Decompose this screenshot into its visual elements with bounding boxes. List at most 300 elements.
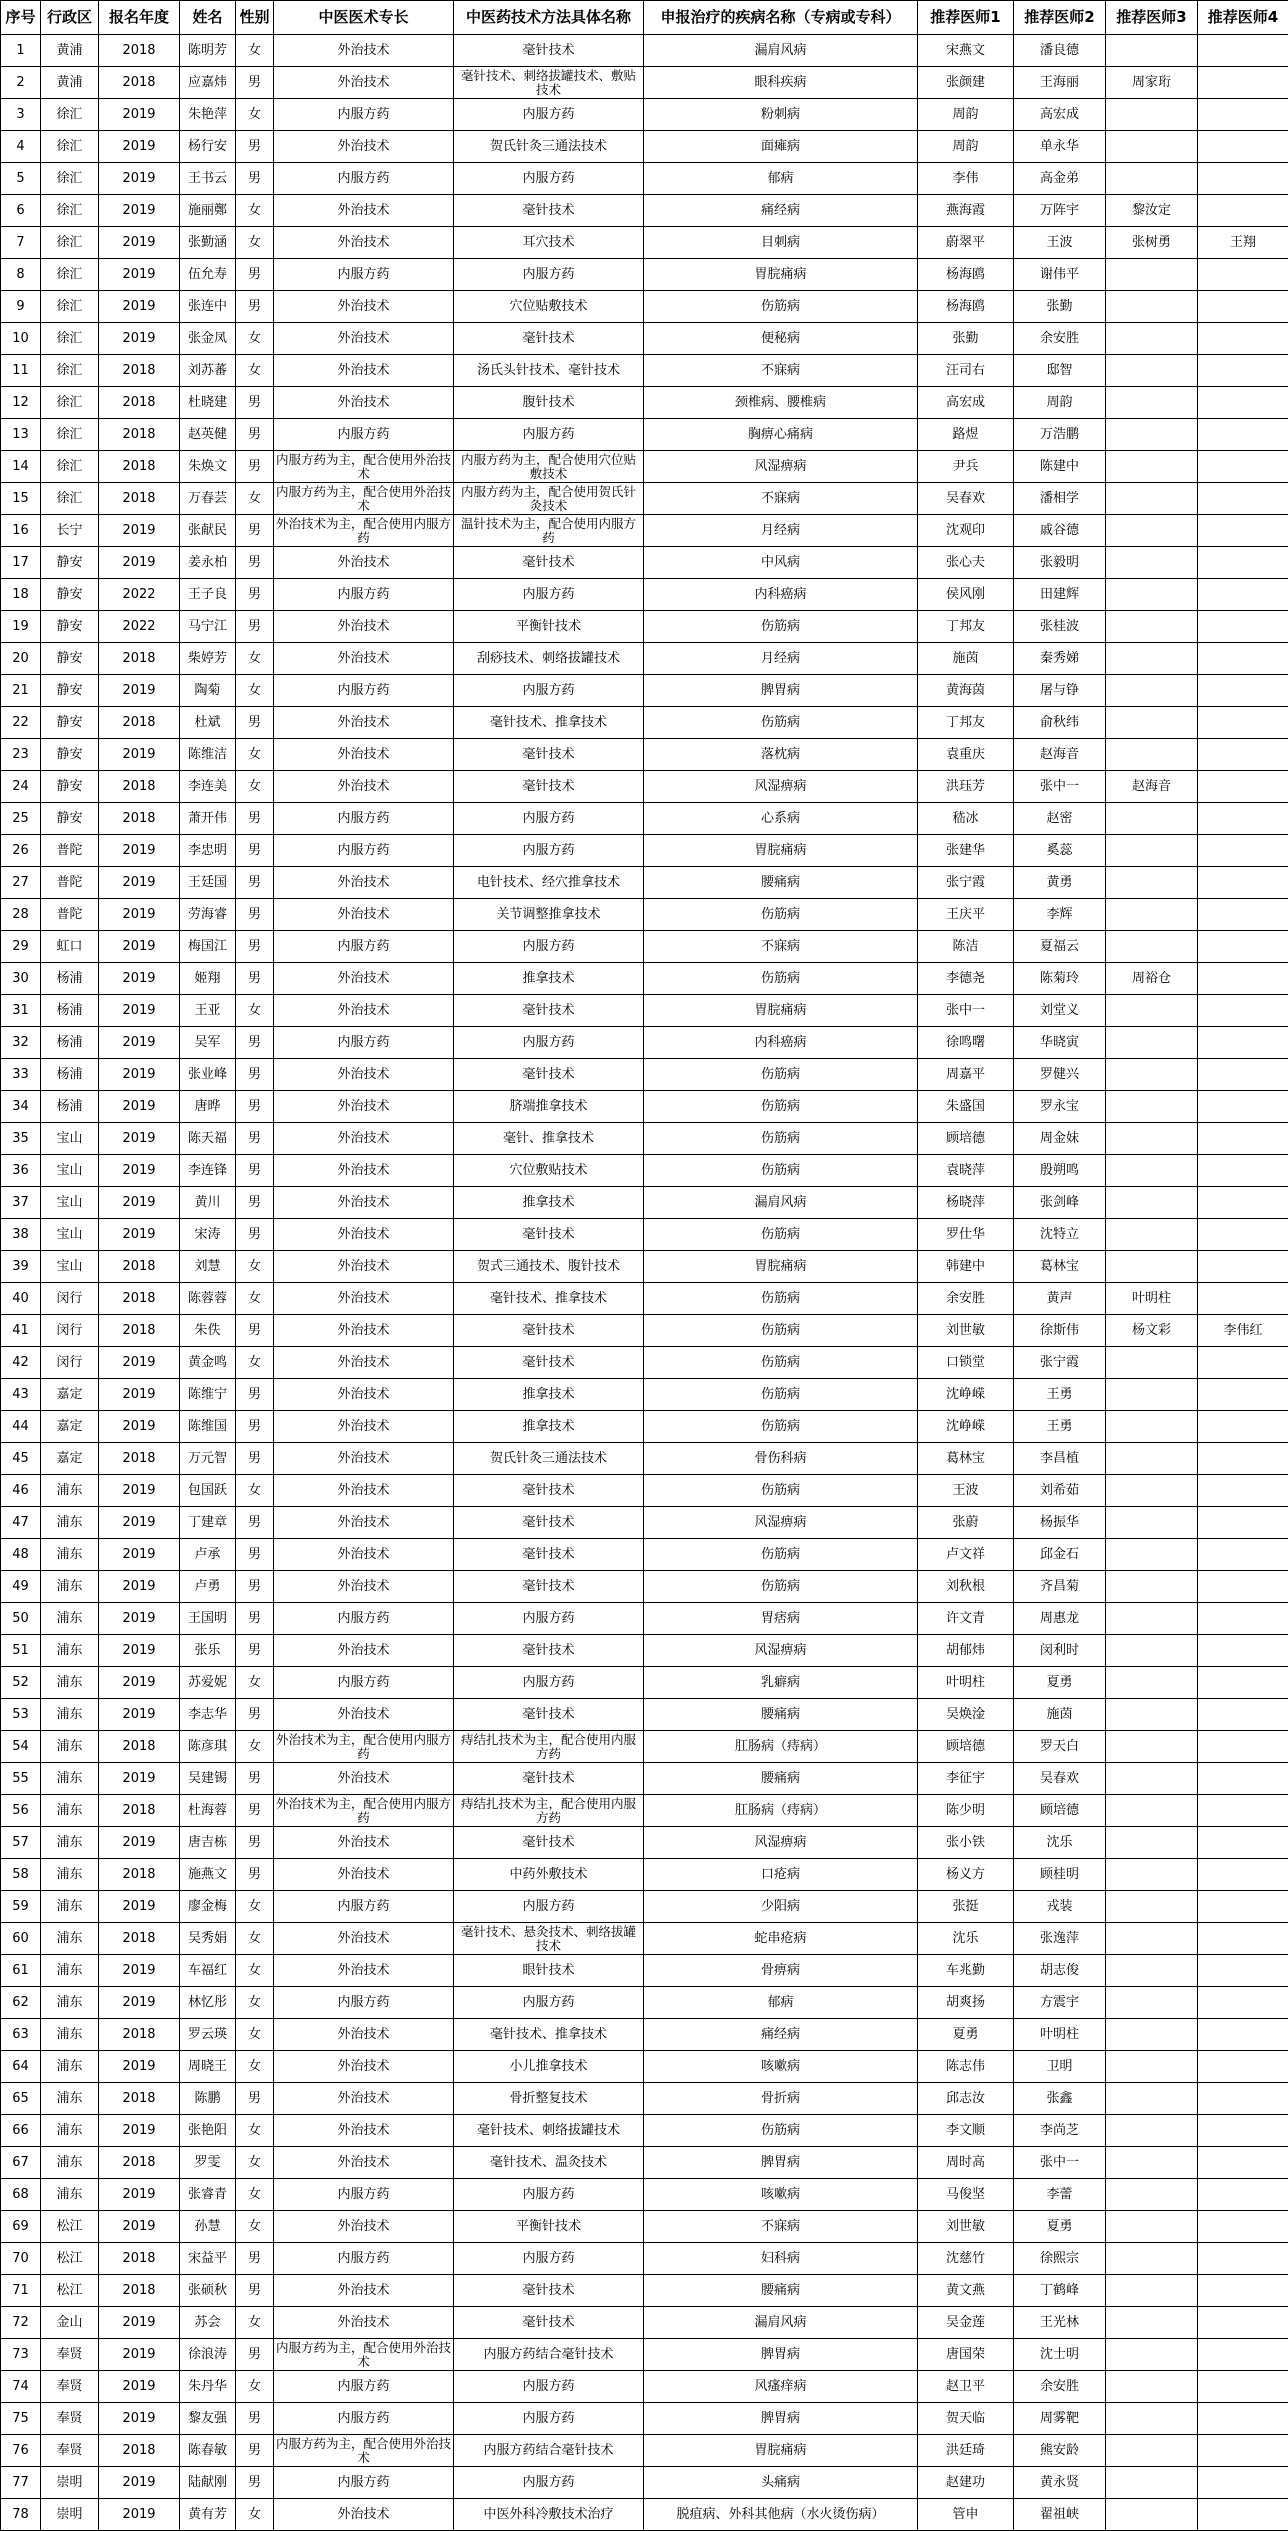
table-row — [1, 2243, 1288, 2275]
cell-specialty: 外治技术 — [274, 323, 454, 355]
cell-specialty: 外治技术 — [274, 899, 454, 931]
cell-disease: 风瘙痒病 — [644, 2371, 918, 2403]
cell-specialty: 外治技术 — [274, 1379, 454, 1411]
cell-recommender-2: 屠与铮 — [1014, 675, 1106, 707]
cell-technique: 刮痧技术、刺络拔罐技术 — [454, 643, 644, 675]
table-row — [1, 2339, 1288, 2371]
cell-technique: 内服方药 — [454, 1603, 644, 1635]
cell-recommender-1: 刘秋根 — [918, 1571, 1014, 1603]
cell-index: 44 — [1, 1411, 41, 1443]
cell-gender: 男 — [236, 1187, 274, 1219]
cell-recommender-2: 李辉 — [1014, 899, 1106, 931]
cell-disease: 月经病 — [644, 515, 918, 547]
cell-recommender-3 — [1106, 2275, 1198, 2307]
cell-index: 39 — [1, 1251, 41, 1283]
cell-gender: 男 — [236, 931, 274, 963]
cell-year: 2019 — [99, 1667, 180, 1699]
cell-recommender-2: 丁鹤峰 — [1014, 2275, 1106, 2307]
cell-district: 奉贤 — [41, 2371, 99, 2403]
cell-name: 朱焕文 — [180, 451, 236, 483]
cell-recommender-1: 罗仕华 — [918, 1219, 1014, 1251]
cell-year: 2019 — [99, 899, 180, 931]
cell-technique: 内服方药 — [454, 163, 644, 195]
cell-recommender-1: 周时高 — [918, 2147, 1014, 2179]
cell-index: 19 — [1, 611, 41, 643]
cell-disease: 伤筋病 — [644, 899, 918, 931]
cell-specialty: 内服方药为主，配合使用外治技术 — [274, 2435, 454, 2467]
cell-district: 浦东 — [41, 1635, 99, 1667]
cell-gender: 男 — [236, 1827, 274, 1859]
cell-recommender-3 — [1106, 387, 1198, 419]
cell-district: 徐汇 — [41, 323, 99, 355]
cell-gender: 女 — [236, 35, 274, 67]
cell-index: 18 — [1, 579, 41, 611]
cell-specialty: 外治技术 — [274, 1635, 454, 1667]
cell-recommender-1: 赵建功 — [918, 2467, 1014, 2499]
cell-specialty: 外治技术 — [274, 2307, 454, 2339]
cell-recommender-3: 叶明柱 — [1106, 1283, 1198, 1315]
cell-gender: 男 — [236, 163, 274, 195]
cell-technique: 平衡针技术 — [454, 2211, 644, 2243]
cell-recommender-4 — [1198, 1635, 1288, 1667]
table-row — [1, 1827, 1288, 1859]
cell-year: 2018 — [99, 1443, 180, 1475]
cell-recommender-2: 万浩鹏 — [1014, 419, 1106, 451]
cell-year: 2018 — [99, 355, 180, 387]
cell-recommender-2: 杨振华 — [1014, 1507, 1106, 1539]
cell-specialty: 外治技术 — [274, 2051, 454, 2083]
cell-district: 浦东 — [41, 1699, 99, 1731]
cell-year: 2018 — [99, 387, 180, 419]
cell-gender: 男 — [236, 1411, 274, 1443]
cell-recommender-3 — [1106, 515, 1198, 547]
table-row — [1, 1635, 1288, 1667]
cell-recommender-1: 张颜建 — [918, 67, 1014, 99]
cell-recommender-3 — [1106, 579, 1198, 611]
cell-district: 浦东 — [41, 1923, 99, 1955]
cell-recommender-3 — [1106, 291, 1198, 323]
cell-year: 2019 — [99, 1475, 180, 1507]
cell-year: 2019 — [99, 995, 180, 1027]
cell-recommender-3 — [1106, 1507, 1198, 1539]
cell-specialty: 内服方药 — [274, 1667, 454, 1699]
cell-recommender-3 — [1106, 483, 1198, 515]
cell-recommender-4 — [1198, 2211, 1288, 2243]
cell-district: 普陀 — [41, 867, 99, 899]
table-row — [1, 2019, 1288, 2051]
cell-district: 浦东 — [41, 1955, 99, 1987]
cell-district: 浦东 — [41, 1603, 99, 1635]
cell-technique: 内服方药 — [454, 419, 644, 451]
cell-district: 嘉定 — [41, 1411, 99, 1443]
cell-district: 浦东 — [41, 2147, 99, 2179]
cell-gender: 男 — [236, 803, 274, 835]
cell-recommender-3 — [1106, 2051, 1198, 2083]
cell-year: 2019 — [99, 2339, 180, 2371]
cell-index: 70 — [1, 2243, 41, 2275]
cell-district: 静安 — [41, 547, 99, 579]
cell-index: 23 — [1, 739, 41, 771]
cell-gender: 男 — [236, 2403, 274, 2435]
cell-disease: 风湿痹病 — [644, 1635, 918, 1667]
cell-index: 7 — [1, 227, 41, 259]
cell-recommender-2: 沈乐 — [1014, 1827, 1106, 1859]
table-row — [1, 1699, 1288, 1731]
cell-district: 杨浦 — [41, 1059, 99, 1091]
cell-specialty: 外治技术 — [274, 1091, 454, 1123]
cell-index: 36 — [1, 1155, 41, 1187]
cell-index: 51 — [1, 1635, 41, 1667]
cell-district: 宝山 — [41, 1123, 99, 1155]
table-row — [1, 675, 1288, 707]
cell-technique: 温针技术为主，配合使用内服方药 — [454, 515, 644, 547]
cell-specialty: 外治技术 — [274, 1955, 454, 1987]
cell-technique: 内服方药 — [454, 1667, 644, 1699]
cell-index: 77 — [1, 2467, 41, 2499]
cell-recommender-1: 丁邦友 — [918, 707, 1014, 739]
cell-index: 25 — [1, 803, 41, 835]
cell-recommender-2: 潘良德 — [1014, 35, 1106, 67]
cell-gender: 女 — [236, 1283, 274, 1315]
cell-year: 2018 — [99, 2147, 180, 2179]
cell-name: 赵英健 — [180, 419, 236, 451]
cell-recommender-2: 刘堂义 — [1014, 995, 1106, 1027]
cell-name: 卢勇 — [180, 1571, 236, 1603]
cell-specialty: 外治技术 — [274, 291, 454, 323]
cell-name: 陈天福 — [180, 1123, 236, 1155]
cell-recommender-4 — [1198, 1827, 1288, 1859]
cell-disease: 漏肩风病 — [644, 1187, 918, 1219]
cell-technique: 毫针技术、推拿技术 — [454, 707, 644, 739]
cell-index: 69 — [1, 2211, 41, 2243]
cell-year: 2019 — [99, 835, 180, 867]
cell-name: 万元智 — [180, 1443, 236, 1475]
table-row — [1, 1443, 1288, 1475]
cell-disease: 目刺病 — [644, 227, 918, 259]
cell-recommender-1: 余安胜 — [918, 1283, 1014, 1315]
cell-recommender-3 — [1106, 2307, 1198, 2339]
cell-specialty: 外治技术 — [274, 771, 454, 803]
cell-index: 54 — [1, 1731, 41, 1763]
cell-recommender-2: 葛林宝 — [1014, 1251, 1106, 1283]
cell-district: 浦东 — [41, 1731, 99, 1763]
cell-name: 陈维国 — [180, 1411, 236, 1443]
cell-index: 13 — [1, 419, 41, 451]
cell-year: 2019 — [99, 1699, 180, 1731]
cell-recommender-3: 黎汝定 — [1106, 195, 1198, 227]
cell-index: 68 — [1, 2179, 41, 2211]
cell-year: 2019 — [99, 1219, 180, 1251]
cell-recommender-2: 余安胜 — [1014, 323, 1106, 355]
cell-recommender-2: 黄勇 — [1014, 867, 1106, 899]
cell-gender: 男 — [236, 259, 274, 291]
cell-technique: 内服方药 — [454, 2467, 644, 2499]
cell-year: 2019 — [99, 323, 180, 355]
table-row — [1, 1763, 1288, 1795]
cell-recommender-1: 丁邦友 — [918, 611, 1014, 643]
cell-recommender-4 — [1198, 1155, 1288, 1187]
table-row — [1, 611, 1288, 643]
cell-index: 6 — [1, 195, 41, 227]
cell-disease: 落枕病 — [644, 739, 918, 771]
cell-index: 55 — [1, 1763, 41, 1795]
table-row — [1, 2371, 1288, 2403]
cell-recommender-2: 黄声 — [1014, 1283, 1106, 1315]
cell-district: 普陀 — [41, 899, 99, 931]
table-row — [1, 2435, 1288, 2467]
table-row — [1, 1571, 1288, 1603]
cell-recommender-1: 贺天临 — [918, 2403, 1014, 2435]
cell-specialty: 外治技术为主，配合使用内服方药 — [274, 515, 454, 547]
cell-index: 10 — [1, 323, 41, 355]
cell-recommender-4 — [1198, 1891, 1288, 1923]
cell-gender: 男 — [236, 1763, 274, 1795]
cell-gender: 女 — [236, 1987, 274, 2019]
cell-technique: 毫针技术 — [454, 2275, 644, 2307]
cell-gender: 女 — [236, 2179, 274, 2211]
cell-year: 2018 — [99, 1283, 180, 1315]
cell-recommender-1: 路煜 — [918, 419, 1014, 451]
cell-recommender-2: 罗天白 — [1014, 1731, 1106, 1763]
cell-disease: 伤筋病 — [644, 1219, 918, 1251]
cell-index: 66 — [1, 2115, 41, 2147]
cell-recommender-1: 口锁堂 — [918, 1347, 1014, 1379]
cell-recommender-3 — [1106, 1603, 1198, 1635]
cell-recommender-1: 张建华 — [918, 835, 1014, 867]
cell-name: 陆献刚 — [180, 2467, 236, 2499]
cell-technique: 毫针技术 — [454, 1507, 644, 1539]
cell-district: 浦东 — [41, 1859, 99, 1891]
cell-recommender-3 — [1106, 2179, 1198, 2211]
cell-specialty: 外治技术 — [274, 1059, 454, 1091]
cell-technique: 痔结扎技术为主，配合使用内服方药 — [454, 1731, 644, 1763]
cell-name: 应嘉炜 — [180, 67, 236, 99]
cell-recommender-3 — [1106, 2115, 1198, 2147]
cell-recommender-1: 侯风刚 — [918, 579, 1014, 611]
cell-recommender-2: 王海丽 — [1014, 67, 1106, 99]
cell-recommender-3 — [1106, 99, 1198, 131]
cell-specialty: 内服方药 — [274, 579, 454, 611]
cell-specialty: 内服方药 — [274, 931, 454, 963]
table-row — [1, 739, 1288, 771]
cell-index: 2 — [1, 67, 41, 99]
cell-technique: 毫针技术 — [454, 995, 644, 1027]
cell-recommender-2: 顾桂明 — [1014, 1859, 1106, 1891]
cell-recommender-2: 顾培德 — [1014, 1795, 1106, 1827]
cell-year: 2019 — [99, 963, 180, 995]
cell-name: 张金凤 — [180, 323, 236, 355]
cell-index: 48 — [1, 1539, 41, 1571]
cell-index: 61 — [1, 1955, 41, 1987]
cell-gender: 女 — [236, 1891, 274, 1923]
cell-name: 杨行安 — [180, 131, 236, 163]
cell-specialty: 外治技术 — [274, 995, 454, 1027]
cell-index: 63 — [1, 2019, 41, 2051]
table-row — [1, 2467, 1288, 2499]
cell-disease: 不寐病 — [644, 483, 918, 515]
cell-specialty: 外治技术 — [274, 707, 454, 739]
cell-index: 21 — [1, 675, 41, 707]
table-row — [1, 1379, 1288, 1411]
cell-specialty: 外治技术 — [274, 1443, 454, 1475]
cell-recommender-3 — [1106, 1443, 1198, 1475]
cell-specialty: 内服方药 — [274, 2371, 454, 2403]
cell-name: 马宁江 — [180, 611, 236, 643]
cell-year: 2019 — [99, 1891, 180, 1923]
cell-specialty: 外治技术 — [274, 1315, 454, 1347]
table-row — [1, 1923, 1288, 1955]
cell-specialty: 外治技术 — [274, 643, 454, 675]
cell-gender: 男 — [236, 611, 274, 643]
cell-disease: 腰痛病 — [644, 1763, 918, 1795]
cell-recommender-4: 王翔 — [1198, 227, 1288, 259]
cell-gender: 女 — [236, 1955, 274, 1987]
cell-index: 3 — [1, 99, 41, 131]
header-recommender-3: 推荐医师3 — [1106, 1, 1198, 35]
cell-name: 陈春敏 — [180, 2435, 236, 2467]
cell-gender: 男 — [236, 515, 274, 547]
cell-disease: 脾胃病 — [644, 2403, 918, 2435]
cell-recommender-2: 李尚芝 — [1014, 2115, 1106, 2147]
cell-specialty: 外治技术为主，配合使用内服方药 — [274, 1795, 454, 1827]
cell-gender: 女 — [236, 99, 274, 131]
cell-technique: 中医外科冷敷技术治疗 — [454, 2499, 644, 2531]
table-row — [1, 67, 1288, 99]
cell-disease: 胸痹心痛病 — [644, 419, 918, 451]
cell-recommender-3 — [1106, 899, 1198, 931]
cell-disease: 伤筋病 — [644, 1091, 918, 1123]
cell-disease: 月经病 — [644, 643, 918, 675]
cell-gender: 女 — [236, 483, 274, 515]
cell-district: 杨浦 — [41, 1027, 99, 1059]
cell-recommender-2: 罗永宝 — [1014, 1091, 1106, 1123]
cell-disease: 伤筋病 — [644, 1539, 918, 1571]
cell-name: 王亚 — [180, 995, 236, 1027]
cell-index: 52 — [1, 1667, 41, 1699]
cell-district: 宝山 — [41, 1155, 99, 1187]
cell-recommender-1: 马俊坚 — [918, 2179, 1014, 2211]
cell-year: 2019 — [99, 131, 180, 163]
cell-name: 张乐 — [180, 1635, 236, 1667]
cell-index: 59 — [1, 1891, 41, 1923]
cell-technique: 毫针技术 — [454, 323, 644, 355]
cell-recommender-1: 李征宇 — [918, 1763, 1014, 1795]
cell-district: 静安 — [41, 643, 99, 675]
cell-disease: 痛经病 — [644, 195, 918, 227]
cell-technique: 毫针技术 — [454, 2307, 644, 2339]
cell-disease: 不寐病 — [644, 931, 918, 963]
cell-specialty: 内服方药 — [274, 2467, 454, 2499]
cell-technique: 内服方药 — [454, 2243, 644, 2275]
cell-year: 2019 — [99, 931, 180, 963]
cell-recommender-2: 陈建中 — [1014, 451, 1106, 483]
cell-recommender-1: 尹兵 — [918, 451, 1014, 483]
cell-gender: 女 — [236, 1475, 274, 1507]
cell-index: 73 — [1, 2339, 41, 2371]
cell-disease: 伤筋病 — [644, 1379, 918, 1411]
cell-recommender-4 — [1198, 1091, 1288, 1123]
cell-recommender-3 — [1106, 1795, 1198, 1827]
cell-recommender-1: 叶明柱 — [918, 1667, 1014, 1699]
cell-technique: 毫针技术 — [454, 1347, 644, 1379]
cell-recommender-2: 单永华 — [1014, 131, 1106, 163]
cell-recommender-3 — [1106, 2499, 1198, 2531]
cell-name: 吴军 — [180, 1027, 236, 1059]
cell-gender: 女 — [236, 1347, 274, 1379]
cell-index: 74 — [1, 2371, 41, 2403]
cell-recommender-2: 吴春欢 — [1014, 1763, 1106, 1795]
cell-disease: 漏肩风病 — [644, 2307, 918, 2339]
cell-gender: 男 — [236, 1379, 274, 1411]
cell-gender: 男 — [236, 1027, 274, 1059]
cell-year: 2018 — [99, 67, 180, 99]
cell-index: 16 — [1, 515, 41, 547]
cell-specialty: 内服方药 — [274, 163, 454, 195]
cell-recommender-4 — [1198, 1411, 1288, 1443]
cell-district: 杨浦 — [41, 995, 99, 1027]
cell-recommender-4 — [1198, 1187, 1288, 1219]
cell-district: 浦东 — [41, 2083, 99, 2115]
cell-name: 唐吉栋 — [180, 1827, 236, 1859]
cell-recommender-2: 叶明柱 — [1014, 2019, 1106, 2051]
cell-recommender-1: 蔚翠平 — [918, 227, 1014, 259]
cell-recommender-4 — [1198, 2243, 1288, 2275]
cell-recommender-2: 李蕾 — [1014, 2179, 1106, 2211]
cell-technique: 毫针技术 — [454, 35, 644, 67]
cell-recommender-1: 陈洁 — [918, 931, 1014, 963]
cell-technique: 内服方药 — [454, 675, 644, 707]
cell-district: 浦东 — [41, 2179, 99, 2211]
table-row — [1, 1507, 1288, 1539]
cell-recommender-3 — [1106, 2339, 1198, 2371]
cell-recommender-2: 沈士明 — [1014, 2339, 1106, 2371]
cell-recommender-2: 罗健兴 — [1014, 1059, 1106, 1091]
cell-gender: 女 — [236, 227, 274, 259]
cell-gender: 女 — [236, 2307, 274, 2339]
cell-year: 2019 — [99, 99, 180, 131]
cell-year: 2018 — [99, 2019, 180, 2051]
table-row — [1, 835, 1288, 867]
cell-recommender-4 — [1198, 899, 1288, 931]
cell-district: 浦东 — [41, 1891, 99, 1923]
cell-district: 浦东 — [41, 1667, 99, 1699]
cell-district: 徐汇 — [41, 259, 99, 291]
cell-disease: 伤筋病 — [644, 1347, 918, 1379]
cell-gender: 男 — [236, 2243, 274, 2275]
table-row — [1, 643, 1288, 675]
cell-recommender-4 — [1198, 67, 1288, 99]
table-row — [1, 419, 1288, 451]
cell-district: 徐汇 — [41, 163, 99, 195]
table-row — [1, 1667, 1288, 1699]
cell-district: 浦东 — [41, 1507, 99, 1539]
cell-recommender-2: 周雾靶 — [1014, 2403, 1106, 2435]
table-row — [1, 1187, 1288, 1219]
cell-specialty: 外治技术 — [274, 131, 454, 163]
cell-district: 奉贤 — [41, 2339, 99, 2371]
cell-technique: 痔结扎技术为主，配合使用内服方药 — [454, 1795, 644, 1827]
cell-year: 2019 — [99, 867, 180, 899]
table-row — [1, 1283, 1288, 1315]
table-row — [1, 931, 1288, 963]
cell-recommender-1: 吴春欢 — [918, 483, 1014, 515]
cell-name: 朱丹华 — [180, 2371, 236, 2403]
cell-district: 闵行 — [41, 1315, 99, 1347]
cell-gender: 男 — [236, 1571, 274, 1603]
cell-technique: 毫针技术 — [454, 1315, 644, 1347]
cell-recommender-4 — [1198, 579, 1288, 611]
cell-name: 王子良 — [180, 579, 236, 611]
